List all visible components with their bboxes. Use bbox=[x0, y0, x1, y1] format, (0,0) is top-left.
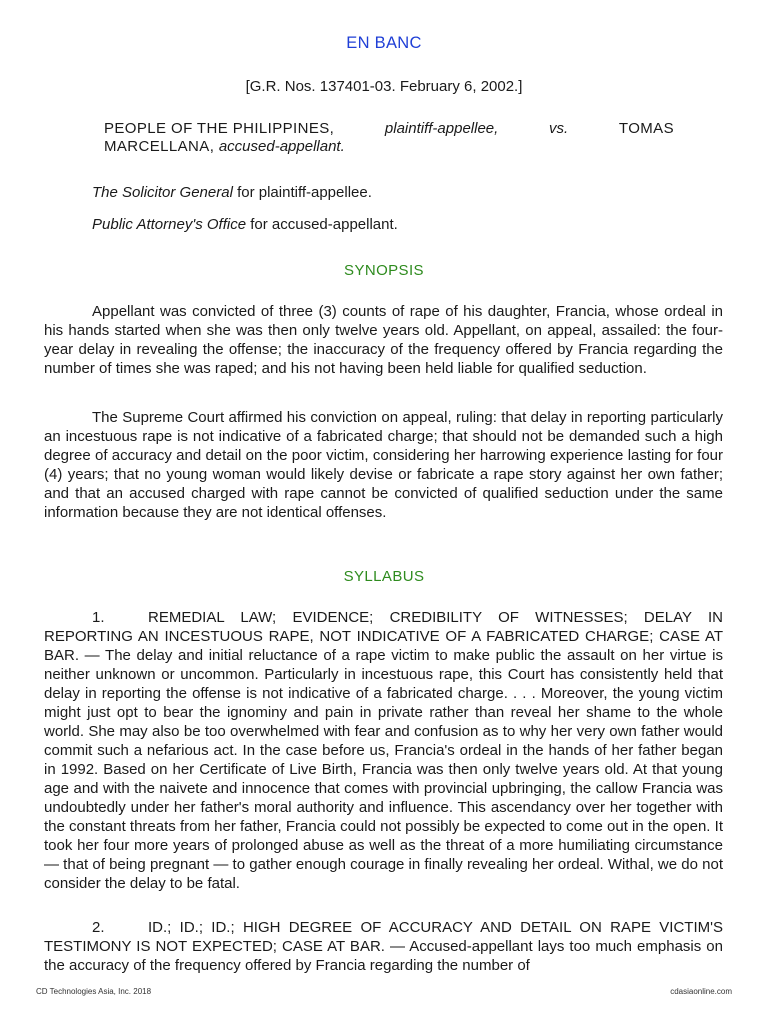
plaintiff-name: PEOPLE OF THE PHILIPPINES, bbox=[104, 120, 335, 137]
court-division: EN BANC bbox=[346, 34, 422, 52]
counsel-plaintiff bbox=[92, 184, 372, 201]
counsel-role: for accused-appellant. bbox=[250, 216, 398, 233]
syllabus-item-1 bbox=[44, 608, 723, 893]
synopsis-paragraph-2 bbox=[44, 408, 723, 522]
syllabus-number: 1. bbox=[92, 609, 105, 626]
footer-publisher: CD Technologies Asia, Inc. 2018 bbox=[36, 987, 152, 996]
syllabus-item-2 bbox=[44, 918, 723, 975]
counsel-name: The Solicitor General bbox=[92, 184, 233, 201]
case-parties bbox=[104, 120, 674, 156]
syllabus-number: 2. bbox=[92, 919, 105, 936]
accused-last-name: MARCELLANA, bbox=[104, 138, 215, 155]
case-number: [G.R. Nos. 137401-03. February 6, 2002.] bbox=[245, 78, 523, 95]
counsel-accused bbox=[92, 216, 398, 233]
synopsis-heading: SYNOPSIS bbox=[344, 262, 424, 279]
accused-role: accused-appellant. bbox=[218, 138, 345, 155]
plaintiff-role: plaintiff-appellee, bbox=[384, 120, 499, 137]
footer-website: cdasiaonline.com bbox=[670, 987, 732, 996]
counsel-name: Public Attorney's Office bbox=[92, 216, 247, 233]
counsel-role: for plaintiff-appellee. bbox=[237, 184, 372, 201]
accused-first-name: TOMAS bbox=[618, 120, 674, 137]
syllabus-heading: SYLLABUS bbox=[343, 568, 425, 585]
synopsis-paragraph-1 bbox=[44, 302, 723, 378]
syllabus-text: REMEDIAL LAW; EVIDENCE; CREDIBILITY OF WITNESSES; DELAY IN REPORTING AN INCESTUOUS RAPE, NOT INDICATIVE OF A FABRICATED CHARGE; CASE AT BAR. — The delay and initial reluctance of a rape victim to make public the assault on her virtue is neither unknown or uncommon. Particularly in incestuous rape, this Court has consistently held that delay in reporting the offense is not indicative of a fabricated charge. . . . Moreover, the young victim might just opt to bear the ignominy and pain in private rather than reveal her shame to the whole world. She may also be too overwhelmed with fear and confusion as to why her very own father would commit such a nefarious act. In the case before us, Francia's ordeal in the hands of her father began in 1992. Based on her Certificate of Live Birth, Francia was then only twelve years old. At that young age and with the naivete and innocence that comes with provincial upbringing, the callow Francia was undoubtedly under her father's moral authority and influence. This ascendancy over her together with the constant threats from her father, Francia could not possibly be expected to come out in the open. It took her four more years of prolonged abuse as well as the threat of a more humiliating circumstance — that of being pregnant — to gather enough courage in finally revealing her ordeal. Withal, we do not consider the delay to be fatal. bbox=[44, 609, 723, 892]
versus-label: vs. bbox=[549, 120, 569, 137]
paragraph-text: Appellant was convicted of three (3) counts of rape of his daughter, Francia, whose ordeal in his hands started when she was then only twelve years old. Appellant, on appeal, assailed: the four-year delay in revealing the offense; the inaccuracy of the frequency offered by Francia regarding the number of times she was raped; and his not having been held liable for qualified seduction. bbox=[44, 303, 723, 377]
paragraph-text: The Supreme Court affirmed his conviction on appeal, ruling: that delay in reporting particularly an incestuous rape is not indicative of a fabricated charge; that should not be demanded such a high degree of accuracy and detail on the poor victim, considering her harrowing experience lasting for four (4) years; that no young woman would likely devise or fabricate a rape story against her own father; and that an accused charged with rape cannot be convicted of qualified seduction under the same information because they are not identical offenses. bbox=[44, 409, 723, 521]
syllabus-text: ID.; ID.; ID.; HIGH DEGREE OF ACCURACY AND DETAIL ON RAPE VICTIM'S TESTIMONY IS NOT EXPECTED; CASE AT BAR. — Accused-appellant lays too much emphasis on the accuracy of the frequency offered by Francia regarding the number of bbox=[44, 919, 723, 974]
